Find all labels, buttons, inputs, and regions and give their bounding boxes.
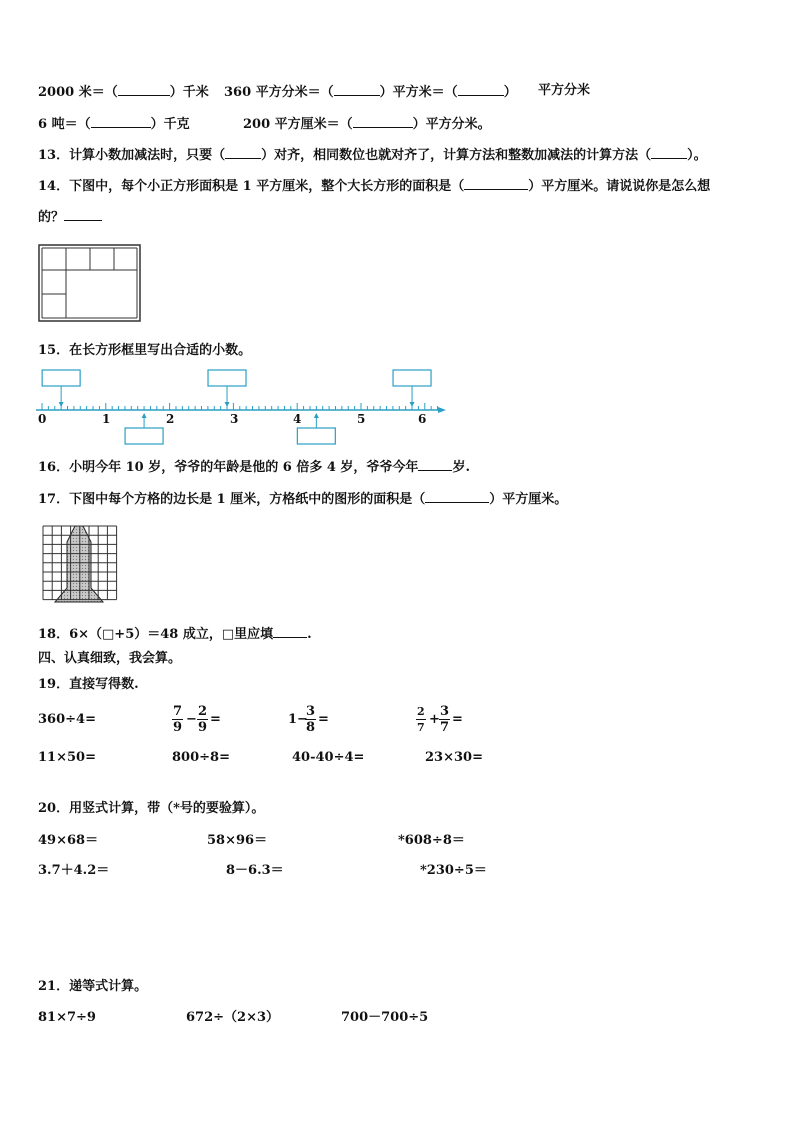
q12-text: ） xyxy=(503,85,517,100)
answer-blank[interactable] xyxy=(458,83,504,96)
answer-blank[interactable] xyxy=(118,83,170,96)
answer-box xyxy=(42,370,80,386)
q18 xyxy=(38,625,312,643)
q17 xyxy=(38,490,567,508)
answer-blank[interactable] xyxy=(464,177,528,190)
section-heading: 四、认真细致，我会算。 xyxy=(38,651,182,666)
q19-expr: 23×30= xyxy=(425,750,483,765)
q21-expr: 81×7÷9 xyxy=(38,1010,96,1025)
q20-expr: 3.7＋4.2＝ xyxy=(38,863,110,878)
q19-expr: 40-40÷4= xyxy=(292,750,365,765)
q14-text: ）平方厘米。请说说你是怎么想 xyxy=(528,179,711,194)
q12-text: ）平方米＝（ xyxy=(379,85,458,100)
equals: = xyxy=(452,712,463,727)
q14-text: 的？ xyxy=(38,210,65,225)
q12-text: ）千克 xyxy=(150,117,190,132)
operator: + xyxy=(429,712,440,727)
tick-label: 4 xyxy=(293,412,302,426)
rectangle-figure xyxy=(38,244,142,322)
q12-line2 xyxy=(38,115,190,133)
answer-blank[interactable] xyxy=(353,115,413,128)
q17-text: ）平方厘米。 xyxy=(489,492,568,507)
q19-expr: 11×50= xyxy=(38,750,96,765)
q12-text: 6 吨＝（ xyxy=(38,117,91,132)
answer-box xyxy=(208,370,246,386)
equals: = xyxy=(210,712,221,727)
q13-text: ）对齐，相同数位也就对齐了，计算方法和整数加减法的计算方法（ xyxy=(261,148,652,163)
q12-text: 200 平方厘米＝（ xyxy=(243,117,353,132)
answer-blank[interactable] xyxy=(273,625,307,638)
q12-text: ）平方分米。 xyxy=(412,117,491,132)
fraction: $\frac{3}{7}$ xyxy=(440,704,450,735)
q18-text: . xyxy=(307,627,312,642)
pointer-arrow xyxy=(410,402,415,407)
q13 xyxy=(38,146,707,164)
tick-label: 1 xyxy=(102,412,111,426)
answer-blank[interactable] xyxy=(64,208,102,221)
answer-blank[interactable] xyxy=(651,146,687,159)
q21-expr: 672÷（2×3） xyxy=(186,1010,280,1025)
q12-text: 360 平方分米＝（ xyxy=(224,85,334,100)
answer-blank[interactable] xyxy=(225,146,261,159)
answer-blank[interactable] xyxy=(91,115,151,128)
tick-label: 3 xyxy=(230,412,239,426)
pointer-arrow xyxy=(314,413,319,418)
q16-text: 16．小明今年 10 岁，爷爷的年龄是他的 6 倍多 4 岁，爷爷今年 xyxy=(38,460,419,475)
q20-title: 20．用竖式计算，带（*号的要验算）。 xyxy=(38,801,265,816)
q17-text: 17．下图中每个方格的边长是 1 厘米，方格纸中的图形的面积是（ xyxy=(38,492,426,507)
q19-expr: 360÷4= xyxy=(38,712,96,727)
q12-line1-part2 xyxy=(224,83,517,101)
q12-text: ）千米 xyxy=(169,85,209,100)
grid-figure xyxy=(42,522,118,604)
answer-blank[interactable] xyxy=(418,458,452,471)
q19-expr: 800÷8= xyxy=(172,750,230,765)
pointer-arrow xyxy=(142,413,147,418)
q19-expr: 1− xyxy=(288,712,308,727)
answer-box xyxy=(125,428,163,444)
q20-expr: 58×96＝ xyxy=(207,833,268,848)
fraction: $\frac{3}{8}$ xyxy=(306,704,316,735)
tick-label: 5 xyxy=(357,412,366,426)
equals: = xyxy=(318,712,329,727)
q20-expr: *230÷5＝ xyxy=(420,863,487,878)
q16 xyxy=(38,458,470,476)
q14-line2 xyxy=(38,208,102,226)
operator: − xyxy=(186,712,197,727)
fraction: $\frac{2}{9}$ xyxy=(198,704,208,735)
answer-box xyxy=(393,370,431,386)
fraction: $\frac{2}{7}$ xyxy=(417,705,425,734)
q14-text: 14．下图中，每个小正方形面积是 1 平方厘米，整个大长方形的面积是（ xyxy=(38,179,465,194)
q15-text: 15．在长方形框里写出合适的小数。 xyxy=(38,343,252,358)
q12-text: 2000 米＝（ xyxy=(38,85,118,100)
tick-label: 6 xyxy=(418,412,427,426)
q21-expr: 700－700÷5 xyxy=(341,1010,429,1025)
q20-expr: *608÷8＝ xyxy=(398,833,465,848)
q19-title: 19．直接写得数. xyxy=(38,677,139,692)
q21-title: 21．递等式计算。 xyxy=(38,979,148,994)
q12-line2-part2 xyxy=(243,115,491,133)
q20-expr: 49×68＝ xyxy=(38,833,99,848)
q13-text: 13．计算小数加减法时，只要（ xyxy=(38,148,226,163)
q12-line1 xyxy=(38,83,209,101)
pointer-arrow xyxy=(225,402,230,407)
pointer-arrow xyxy=(59,402,64,407)
q18-text: 18．6×（□+5）＝48 成立，□里应填 xyxy=(38,627,274,642)
answer-blank[interactable] xyxy=(334,83,380,96)
answer-blank[interactable] xyxy=(425,490,489,503)
q14-line1 xyxy=(38,177,710,195)
number-line xyxy=(36,368,452,448)
q16-text: 岁. xyxy=(452,460,470,475)
number-line-arrow xyxy=(438,407,446,413)
tick-label: 2 xyxy=(166,412,175,426)
answer-box xyxy=(297,428,335,444)
q13-text: ）。 xyxy=(687,148,707,163)
q12-text: 平方分米 xyxy=(538,83,591,98)
q20-expr: 8－6.3＝ xyxy=(226,863,284,878)
fraction: $\frac{7}{9}$ xyxy=(173,704,183,735)
tick-label: 0 xyxy=(38,412,47,426)
